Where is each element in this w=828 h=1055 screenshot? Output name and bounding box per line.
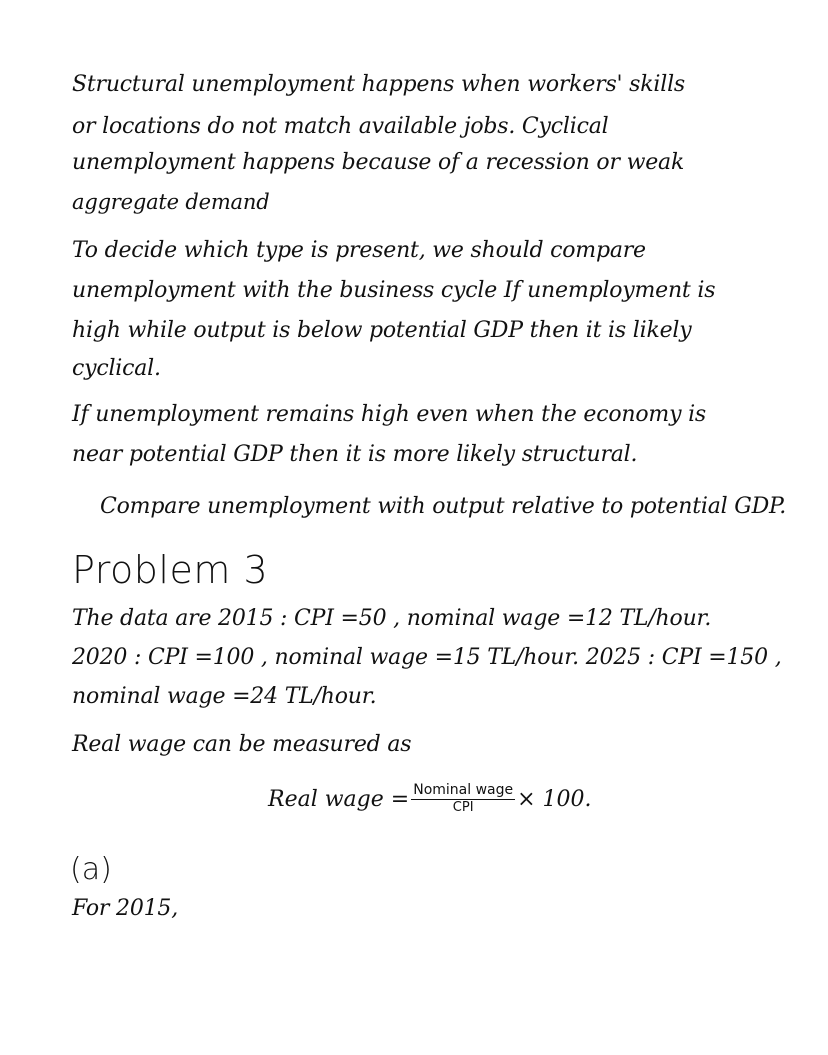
- part-text: For 2015,: [72, 896, 178, 921]
- formula-denominator: CPI: [452, 800, 474, 815]
- real-wage-formula: [268, 782, 592, 816]
- problem-text-line3: nominal wage =24 TL/hour.: [72, 684, 377, 709]
- paragraph2-line2: unemployment with the business cycle If unemployment is: [72, 278, 716, 303]
- paragraph1-line4: aggregate demand: [72, 190, 270, 214]
- paragraph1-line2: or locations do not match available jobs. Cyclical: [72, 114, 609, 139]
- formula-numerator: Nominal wage: [413, 782, 514, 798]
- problem-text-line2: 2020 : CPI =100 , nominal wage =15 TL/hour. 2025 : CPI =150 ,: [72, 645, 782, 670]
- part-label: (a): [70, 852, 112, 887]
- paragraph1-line1: Structural unemployment happens when workers' skills: [72, 72, 686, 97]
- formula-intro: Real wage can be measured as: [72, 732, 412, 757]
- paragraph1-line3: unemployment happens because of a recession or weak: [72, 150, 685, 175]
- paragraph2-line1: To decide which type is present, we should compare: [72, 238, 646, 263]
- paragraph2-line4: cyclical.: [72, 356, 161, 381]
- formula-lhs: Real wage =: [268, 786, 410, 812]
- paragraph3-line2: near potential GDP then it is more likely structural.: [72, 442, 638, 467]
- summary-line: Compare unemployment with output relative to potential GDP.: [100, 494, 786, 519]
- paragraph2-line3: high while output is below potential GDP then it is likely: [72, 318, 692, 343]
- problem-heading: Problem 3: [72, 548, 269, 592]
- paragraph3-line1: If unemployment remains high even when the economy is: [72, 402, 707, 427]
- problem-text-line1: The data are 2015 : CPI =50 , nominal wage =12 TL/hour.: [72, 606, 712, 631]
- formula-rhs: × 100.: [517, 786, 592, 812]
- formula-fraction: [411, 782, 515, 816]
